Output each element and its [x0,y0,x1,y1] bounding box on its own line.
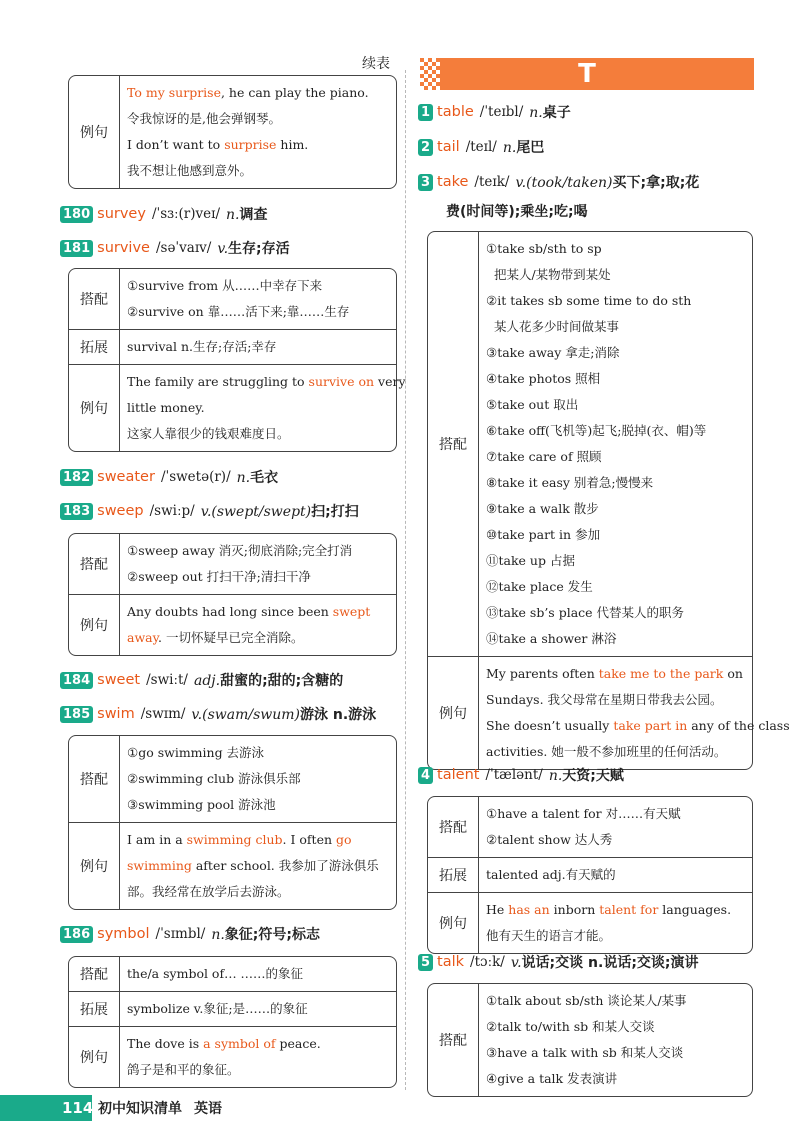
row-label: 例句 [69,823,120,909]
box-row [69,534,396,594]
content-line [486,496,745,522]
text-segment: , he can play the piano. [220,85,369,100]
box-row [428,984,752,1096]
text-segment: I don’t want to [127,137,225,152]
entry-part-of-speech: n. [548,768,563,784]
highlighted-text: go [336,832,352,847]
row-content [120,269,396,329]
entry-meaning [503,137,544,157]
entry-meaning [191,704,376,724]
text-segment: . I often [282,832,337,847]
entry-pronunciation: /swiːp/ [149,503,195,519]
content-line [486,801,745,827]
text-segment: him. [276,137,309,152]
entry-meaning-text: 扫;打扫 [311,504,359,520]
row-label: 搭配 [428,797,479,857]
entry-word: talk [437,954,465,970]
content-line [486,687,790,713]
box-row [69,822,396,909]
text-segment: I am in a [127,832,187,847]
entry-meaning [529,102,570,122]
row-content [479,232,752,656]
content-line [127,299,389,325]
text-segment: very [374,374,406,389]
entry-pronunciation: /tɔːk/ [470,954,505,970]
content-line [127,106,389,132]
entry-take-cont [446,201,588,221]
row-label: 拓展 [428,858,479,892]
entry-sweater [60,467,278,487]
text-segment: ①have a talent for 对……有天赋 [486,806,681,821]
box-row [69,957,396,991]
entry-meaning [211,924,320,944]
entry-meaning [511,952,699,972]
entry-part-of-speech: v.(took/taken) [515,175,613,191]
entry-sweep [60,501,359,521]
entry-word: swim [97,706,135,722]
entry-pronunciation: /teɪl/ [465,139,497,155]
row-label: 搭配 [69,534,120,594]
entry-word: symbol [97,926,150,942]
highlighted-text: away [127,630,159,645]
entry-table [418,102,571,122]
content-line [486,988,745,1014]
row-content [120,823,396,909]
entry-pronunciation: /ˈsɜː(r)veɪ/ [151,206,221,222]
entry-talent [418,765,624,785]
entry-word: table [437,104,474,120]
highlighted-text: take me to the park [598,666,724,681]
text-segment: ②sweep out 打扫干净;清扫干净 [127,569,311,584]
row-content [120,365,413,451]
content-line [486,713,790,739]
row-label: 例句 [428,893,479,953]
entry-number: 3 [418,174,433,191]
content-line [486,262,745,288]
entry-pronunciation: /swɪm/ [140,706,186,722]
entry-part-of-speech: v.(swam/swum) [191,707,301,723]
row-label: 例句 [69,76,120,188]
highlighted-text: swimming club [186,832,283,847]
entry-part-of-speech: v. [217,241,229,257]
text-segment: ⑧take it easy 别着急;慢慢来 [486,475,654,490]
entry-meaning-text: 天资;天赋 [562,768,624,784]
entry-survive [60,238,290,258]
content-line [127,766,389,792]
text-segment: 部。我经常在放学后去游泳。 [127,884,290,899]
entry-meaning [515,172,699,192]
content-line [127,132,389,158]
text-segment: ④take photos 照相 [486,371,601,386]
box-row [69,991,396,1026]
content-line [486,600,745,626]
book-title: 初中知识清单 [98,1101,182,1117]
row-label: 搭配 [69,736,120,822]
entry-tail [418,137,544,157]
row-label: 拓展 [69,992,120,1026]
sweep-box [68,533,397,656]
entry-meaning-text: 甜蜜的;甜的;含糖的 [220,673,344,689]
row-label: 例句 [69,1027,120,1087]
entry-meaning-text: 买下;拿;取;花 [612,175,700,191]
entry-pronunciation: /ˈswetə(r)/ [160,469,231,485]
text-segment: ⑥take off(飞机等)起飞;脱掉(衣、帽)等 [486,423,707,438]
text-segment: ②it takes sb some time to do sth [486,293,692,308]
entry-part-of-speech: n. [226,207,240,223]
section-letter: T [578,59,596,89]
text-segment: ⑨take a walk 散步 [486,501,599,516]
entry-meaning-text: 象征;符号;标志 [224,927,321,943]
entry-number: 181 [60,240,93,257]
entry-take [418,172,699,192]
content-line [486,626,745,652]
entry-meaning [226,204,267,224]
entry-word: take [437,174,469,190]
text-segment: survival n.生存;存活;幸存 [127,339,277,354]
entry-number: 2 [418,139,433,156]
talent-box [427,796,753,954]
row-content [120,76,396,188]
content-line [486,392,745,418]
row-content [120,534,396,594]
swim-box [68,735,397,910]
text-segment: peace. [275,1036,321,1051]
row-content [479,893,752,953]
entry-meaning-text: 尾巴 [516,140,545,156]
entry-meaning [194,670,343,690]
highlighted-text: a symbol of [203,1036,276,1051]
row-content [120,736,396,822]
highlighted-text: swimming [127,858,192,873]
entry-talk [418,952,699,972]
box-row [69,269,396,329]
row-content [120,595,396,655]
entry-part-of-speech: n. [502,140,517,156]
text-segment: ⑫take place 发生 [486,579,593,594]
content-line [486,1014,745,1040]
text-segment: ②survive on 靠……活下来;靠……生存 [127,304,350,319]
content-line [486,314,745,340]
text-segment: ③take away 拿走;消除 [486,345,620,360]
content-line [127,879,389,905]
subject: 英语 [194,1101,222,1117]
text-segment: 他有天生的语言才能。 [486,928,612,943]
entry-number: 186 [60,926,93,943]
text-segment: ①sweep away 消灭;彻底消除;完全打消 [127,543,353,558]
text-segment: talented adj.有天赋的 [486,867,616,882]
content-line [127,564,389,590]
entry-pronunciation: /ˈtælənt/ [485,767,543,783]
box-row [69,76,396,188]
text-segment: ⑬take sb’s place 代替某人的职务 [486,605,685,620]
box-row [428,892,752,953]
entry-part-of-speech: n. [236,470,251,486]
entry-meaning-text: 生存;存活 [228,241,290,257]
box-row [69,1026,396,1087]
highlighted-text: has an [508,902,550,917]
row-content [479,858,752,892]
entry-part-of-speech: v. [510,955,522,971]
content-line [486,288,745,314]
row-label: 搭配 [69,269,120,329]
content-line [127,740,389,766]
column-divider [405,70,406,1090]
entry-number: 1 [418,104,433,121]
entry-number: 185 [60,706,93,723]
entry-meaning-text: 桌子 [542,105,571,121]
entry-meaning [217,238,289,258]
content-line [127,273,389,299]
box-row [69,364,406,451]
row-content [120,1027,396,1087]
content-line [127,625,389,651]
text-segment: My parents often [486,666,599,681]
content-line [127,961,389,987]
text-segment: Any doubts had long since been [127,604,333,619]
highlighted-text: surprise [224,137,277,152]
entry-pronunciation: /səˈvaɪv/ [155,240,212,256]
text-segment: ④give a talk 发表演讲 [486,1071,618,1086]
box-row [428,797,752,857]
content-line [486,522,745,548]
entry-meaning-text: 调查 [239,207,268,223]
text-segment: ②swimming club 游泳俱乐部 [127,771,301,786]
entry-word: sweet [97,672,141,688]
text-segment: the/a symbol of… ……的象征 [127,966,304,981]
entry-pronunciation: /teɪk/ [474,174,510,190]
text-segment: 鸽子是和平的象征。 [127,1062,240,1077]
highlighted-text: swept [332,604,371,619]
take-box [427,231,790,770]
row-content [120,330,396,364]
entry-survey [60,204,267,224]
entry-part-of-speech: n. [211,927,225,943]
text-segment: activities. 她一般不参加班里的任何活动。 [486,744,727,759]
content-line [486,340,745,366]
text-segment: He [486,902,509,917]
entry-symbol [60,924,320,944]
text-segment: any of the class [687,718,790,733]
survive-box [68,268,406,452]
entry-word: tail [437,139,460,155]
row-content [120,957,396,991]
text-segment: ①survive from 从……中幸存下来 [127,278,323,293]
content-line [486,661,790,687]
row-content [479,797,752,857]
symbol-box [68,956,397,1088]
surprise-example-box [68,75,397,189]
entry-word: survive [97,240,150,256]
text-segment: 把某人/某物带到某处 [486,267,611,282]
content-line [486,1040,745,1066]
box-row [428,656,790,769]
content-line [127,996,389,1022]
page-number: 114 [62,1099,94,1117]
entry-part-of-speech: v.(swept/swept) [200,504,312,520]
entry-meaning [549,765,624,785]
row-label: 搭配 [428,232,479,656]
row-content [479,984,752,1096]
entry-number: 184 [60,672,93,689]
take-meaning-cont: 费(时间等);乘坐;吃;喝 [446,204,588,220]
text-segment: She doesn’t usually [486,718,614,733]
row-content [479,657,797,769]
entry-word: sweep [97,503,144,519]
content-line [486,827,745,853]
content-line [127,421,406,447]
text-segment: languages. [658,902,732,917]
text-segment: after school. 我参加了游泳俱乐 [191,858,379,873]
text-segment: 某人花多少时间做某事 [486,319,619,334]
entry-meaning [237,467,278,487]
text-segment: . 一切怀疑早已完全消除。 [158,630,304,645]
entry-sweet [60,670,343,690]
text-segment: ①talk about sb/sth 谈论某人/某事 [486,993,687,1008]
content-line [486,862,745,888]
continued-label: 续表 [362,56,390,72]
entry-number: 5 [418,954,433,971]
text-segment: ⑭take a shower 淋浴 [486,631,617,646]
content-line [127,80,389,106]
row-label: 搭配 [428,984,479,1096]
content-line [127,538,389,564]
content-line [127,827,389,853]
text-segment: The family are struggling to [127,374,309,389]
entry-meaning-text: 说话;交谈 n.说话;交谈;演讲 [521,955,699,971]
text-segment: ⑩take part in 参加 [486,527,601,542]
footer [0,1095,800,1121]
content-line [486,470,745,496]
entry-pronunciation: /ˈsɪmbl/ [155,926,206,942]
box-row [69,594,396,655]
entry-pronunciation: /ˈteɪbl/ [479,104,524,120]
entry-word: survey [97,206,146,222]
text-segment: 我不想让他感到意外。 [127,163,253,178]
content-line [127,334,389,360]
row-label: 例句 [428,657,479,769]
entry-part-of-speech: adj. [193,673,221,689]
text-segment: ①go swimming 去游泳 [127,745,265,760]
content-line [486,548,745,574]
content-line [127,395,406,421]
content-line [486,1066,745,1092]
content-line [127,792,389,818]
entry-meaning-text: 游泳 n.游泳 [300,707,377,723]
content-line [127,599,389,625]
text-segment: 令我惊讶的是,他会弹钢琴。 [127,111,281,126]
content-line [486,418,745,444]
content-line [486,923,745,949]
text-segment: ②talent show 达人秀 [486,832,613,847]
content-line [127,853,389,879]
content-line [127,158,389,184]
checker-pattern [420,58,440,90]
section-header-T [420,58,754,90]
content-line [486,236,745,262]
entry-word: sweater [97,469,155,485]
content-line [486,366,745,392]
row-label: 例句 [69,595,120,655]
highlighted-text: talent for [599,902,659,917]
entry-meaning-text: 毛衣 [250,470,279,486]
text-segment: ③have a talk with sb 和某人交谈 [486,1045,684,1060]
content-line [486,897,745,923]
text-segment: ③swimming pool 游泳池 [127,797,276,812]
highlighted-text: To my surprise [127,85,221,100]
highlighted-text: survive on [308,374,375,389]
box-row [428,232,752,656]
row-label: 例句 [69,365,120,451]
entry-pronunciation: /swiːt/ [146,672,188,688]
content-line [486,444,745,470]
content-line [486,574,745,600]
row-label: 拓展 [69,330,120,364]
entry-word: talent [437,767,480,783]
content-line [127,1031,389,1057]
entry-part-of-speech: n. [529,105,543,121]
entry-number: 4 [418,767,433,784]
text-segment: ①take sb/sth to sp [486,241,602,256]
text-segment: inborn [549,902,600,917]
text-segment: on [723,666,743,681]
text-segment: symbolize v.象征;是……的象征 [127,1001,308,1016]
entry-meaning [201,501,359,521]
text-segment: ⑪take up 占据 [486,553,575,568]
entry-swim [60,704,376,724]
row-content [120,992,396,1026]
box-row [69,329,396,364]
row-label: 搭配 [69,957,120,991]
text-segment: little money. [127,400,205,415]
box-row [428,857,752,892]
entry-number: 180 [60,206,93,223]
text-segment: Sundays. 我父母常在星期日带我去公园。 [486,692,723,707]
text-segment: ⑤take out 取出 [486,397,579,412]
text-segment: The dove is [127,1036,204,1051]
text-segment: 这家人靠很少的钱艰难度日。 [127,426,290,441]
entry-number: 182 [60,469,93,486]
text-segment: ②talk to/with sb 和某人交谈 [486,1019,655,1034]
talk-box [427,983,753,1097]
content-line [127,1057,389,1083]
highlighted-text: take part in [613,718,688,733]
entry-number: 183 [60,503,93,520]
content-line [486,739,790,765]
box-row [69,736,396,822]
text-segment: ⑦take care of 照顾 [486,449,602,464]
content-line [127,369,406,395]
